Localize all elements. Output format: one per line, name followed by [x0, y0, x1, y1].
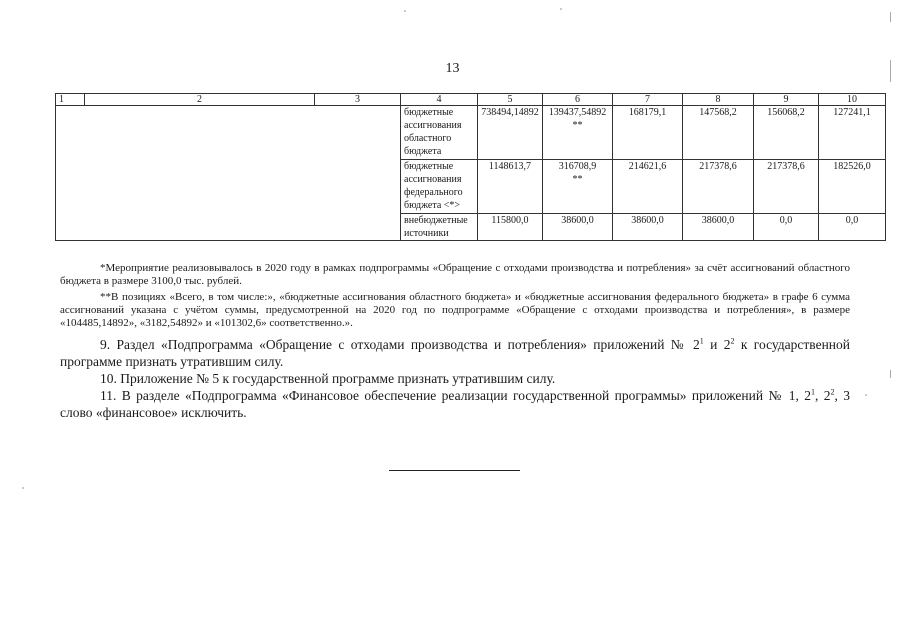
- value-cell: 217378,6: [754, 160, 819, 214]
- value-cell: 0,0: [754, 214, 819, 241]
- header-cell: 5: [478, 94, 543, 106]
- scan-edge-mark: [890, 12, 891, 22]
- value-cell: 316708,9 **: [543, 160, 613, 214]
- header-cell: 1: [56, 94, 85, 106]
- paragraph-11: 11. В разделе «Подпрограмма «Финансовое обеспечение реализации государственной программы» приложений № 1, $2^1$, $2^2$, 3 слово «финансовое» исключить.: [60, 387, 851, 420]
- scan-speck: [404, 10, 406, 12]
- funding-source-cell: внебюджетные источники: [401, 214, 478, 241]
- value-cell: 139437,54892 **: [543, 106, 613, 160]
- value-cell: 156068,2: [754, 106, 819, 160]
- value-cell: 38600,0: [543, 214, 613, 241]
- budget-table: [55, 93, 886, 241]
- value-cell: 168179,1: [613, 106, 683, 160]
- footnote-single-star: *Мероприятие реализовывалось в 2020 году в рамках подпрограммы «Обращение с отходами производства и потребления» за счёт ассигнований областного бюджета в размере 3100,0 тыс. рублей.: [60, 262, 850, 287]
- table-row: [56, 106, 886, 160]
- header-cell: 10: [819, 94, 886, 106]
- value-cell: 738494,14892: [478, 106, 543, 160]
- scan-edge-mark: [890, 60, 891, 82]
- value-cell: 127241,1: [819, 106, 886, 160]
- value-cell: 182526,0: [819, 160, 886, 214]
- value-cell: 214621,6: [613, 160, 683, 214]
- header-cell: 4: [401, 94, 478, 106]
- header-cell: 9: [754, 94, 819, 106]
- scan-speck: [22, 487, 24, 489]
- scan-edge-mark: [890, 370, 891, 378]
- amendment-paragraphs: [60, 336, 850, 421]
- value-cell: 38600,0: [683, 214, 754, 241]
- value-cell: 147568,2: [683, 106, 754, 160]
- merged-empty-cell: [56, 106, 401, 241]
- paragraph-10: 10. Приложение № 5 к государственной программе признать утратившим силу.: [100, 371, 556, 386]
- value-cell: 38600,0: [613, 214, 683, 241]
- paragraph-9: 9. Раздел «Подпрограмма «Обращение с отходами производства и потребления» приложений № $2^1$ и $2^2$ к государственной программе признать утратившим силу.: [60, 336, 850, 369]
- footnotes: [60, 262, 850, 330]
- header-cell: 7: [613, 94, 683, 106]
- value-cell: 217378,6: [683, 160, 754, 214]
- scan-speck: [865, 394, 867, 396]
- footnote-double-star: **В позициях «Всего, в том числе:», «бюджетные ассигнования областного бюджета» и «бюджетные ассигнования федерального бюджета» в графе 6 сумма ассигнований указана с учётом суммы, предусмотренной на 2020 год по подпрограмме «Обращение с отходами производства и потребления», в размере «104485,14892», «3182,54892» и «101302,6» соответственно.».: [60, 291, 850, 329]
- table-header-row: [56, 94, 886, 106]
- scan-speck: [560, 8, 562, 10]
- header-cell: 2: [85, 94, 315, 106]
- funding-source-cell: бюджетные ассигнования областного бюджета: [401, 106, 478, 160]
- header-cell: 8: [683, 94, 754, 106]
- header-cell: 3: [315, 94, 401, 106]
- value-cell: 115800,0: [478, 214, 543, 241]
- value-cell: 0,0: [819, 214, 886, 241]
- value-cell: 1148613,7: [478, 160, 543, 214]
- closing-rule: [389, 470, 520, 471]
- page-number: 13: [445, 61, 460, 76]
- funding-source-cell: бюджетные ассигнования федерального бюджета <*>: [401, 160, 478, 214]
- header-cell: 6: [543, 94, 613, 106]
